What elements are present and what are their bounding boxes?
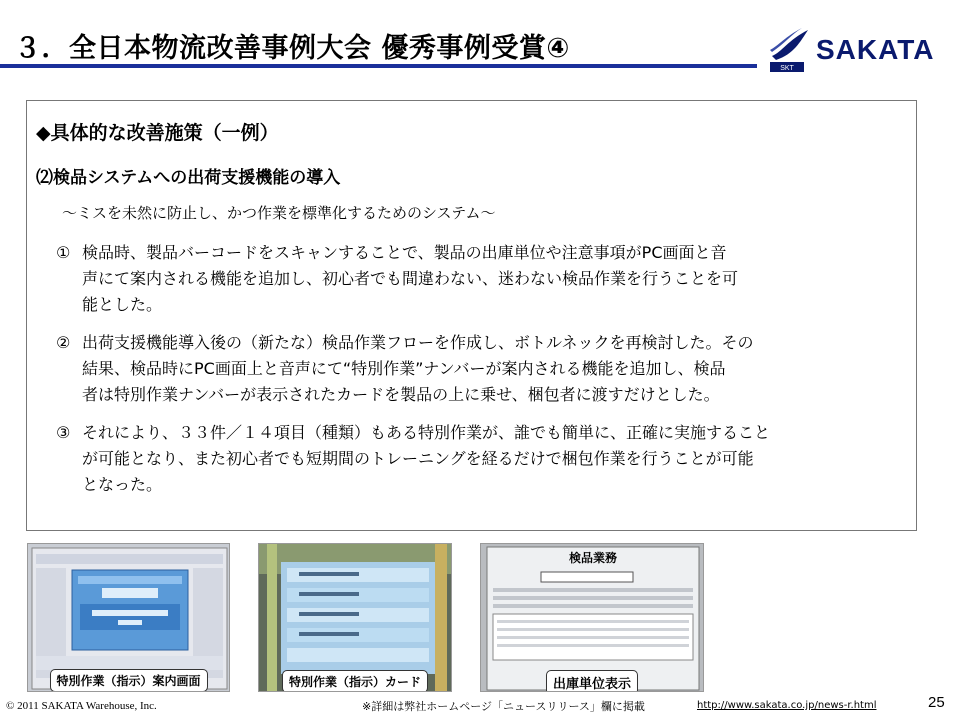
item-line: となった。 [82,475,163,494]
item-line: 能とした。 [82,295,163,314]
item-line: 結果、検品時にPC画面上と音声にて“特別作業”ナンバーが案内される機能を追加し、検品 [82,359,726,378]
page-number: 25 [928,694,945,711]
item-text [82,420,904,498]
page-title: ３．全日本物流改善事例大会 優秀事例受賞④ [14,33,570,64]
item-line: それにより、３３件／１４項目（種類）もある特別作業が、誰でも簡単に、正確に実施すること [82,423,771,442]
footnote: ※詳細は弊社ホームページ「ニュースリリース」欄に掲載 [362,700,645,713]
section-tagline: ～ミスを未然に防止し、かつ作業を標準化するためのシステム～ [62,204,496,222]
item-line: 声にて案内される機能を追加し、初心者でも間違わない、迷わない検品作業を行うことを可 [82,269,739,288]
photo-caption: 特別作業（指示）カード [282,670,428,692]
item-number: ③ [56,423,71,442]
photo-instruction-cards [258,543,452,692]
screen-title: 検品業務 [568,551,617,565]
item-text [82,240,904,318]
item-line: 者は特別作業ナンバーが表示されたカードを製品の上に乗せ、梱包者に渡すだけとした。 [82,385,720,404]
item-line: 検品時、製品バーコードをスキャンすることで、製品の出庫単位や注意事項がPC画面と音 [82,243,727,262]
news-release-link[interactable]: http://www.sakata.co.jp/news-r.html [697,700,877,711]
item-number: ② [56,333,71,352]
photo-caption: 出庫単位表示 [546,670,638,692]
logo-wordmark: SAKATA [816,34,935,65]
section-heading: ◆具体的な改善施策（一例） [36,122,279,144]
photo-shipping-unit-display [480,543,704,692]
photo-guidance-screen [27,543,230,692]
item-line: 出荷支援機能導入後の（新たな）検品作業フローを作成し、ボトルネックを再検討した。その [82,333,754,352]
copyright-notice: © 2011 SAKATA Warehouse, Inc. [6,700,157,712]
company-logo [768,26,948,74]
item-text [82,330,904,408]
title-underline [0,64,757,68]
logo-mark-text: SKT [780,65,794,72]
logo-mark-icon [768,26,814,74]
photo-caption: 特別作業（指示）案内画面 [49,669,207,692]
section-subheading: ⑵検品システムへの出荷支援機能の導入 [36,168,341,188]
item-line: が可能となり、また初心者でも短期間のトレーニングを経るだけで梱包作業を行うことが可能 [82,449,754,468]
item-number: ① [56,243,71,262]
